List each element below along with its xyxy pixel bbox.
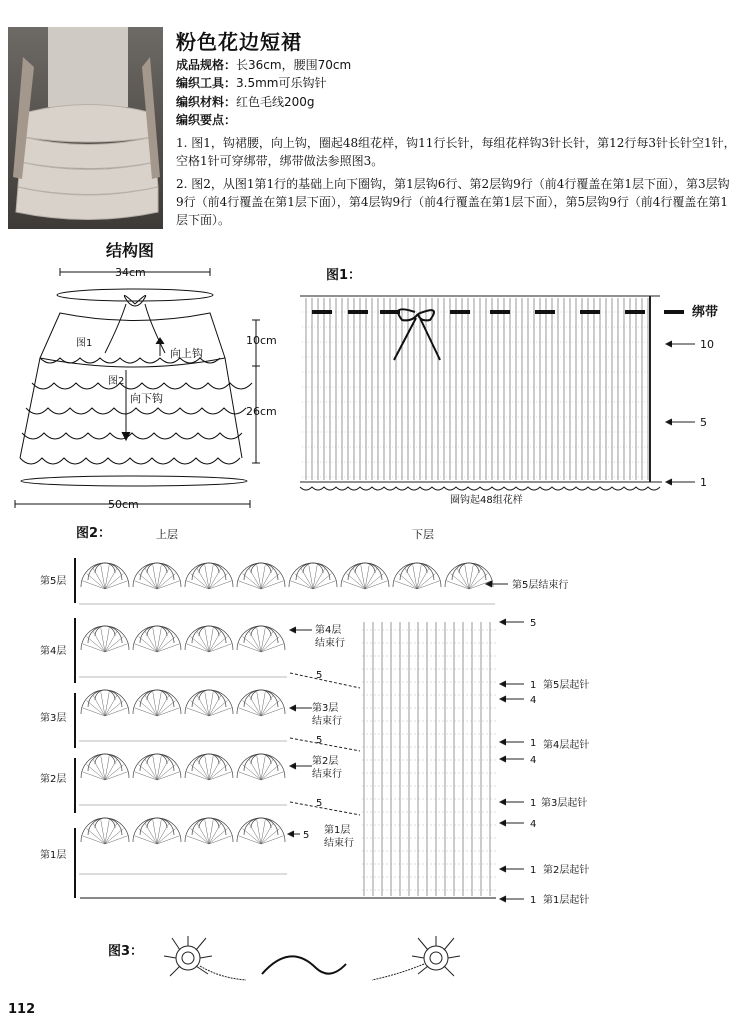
n5-1: 5 xyxy=(303,830,310,841)
end5: 第5层结束行 xyxy=(512,580,569,591)
instruction-2: 2. 图2，从图1第1行的基础上向下圈钩，第1层钩6行、第2层钩9行（前4行覆盖在第1层下面），第3层钩9行（前4行覆盖在第1层下面），第4层钩9行（前4行覆盖在第1层下面），第5层钩9行（前4行覆盖在第1层下面）。 xyxy=(176,177,730,227)
figure2-diagram xyxy=(0,518,750,928)
end1a: 第1层 xyxy=(324,825,351,836)
n1-2: 1 xyxy=(530,865,537,876)
fig3-title: 图3： xyxy=(108,944,144,959)
figure3-diagram xyxy=(150,926,470,996)
end2a: 第2层 xyxy=(312,756,339,767)
height-bottom-label: 26cm xyxy=(246,405,277,418)
end3b: 结束行 xyxy=(312,716,342,727)
figure1-diagram xyxy=(290,282,750,512)
layer1-label: 第1层 xyxy=(40,850,67,861)
n4-c: 4 xyxy=(530,819,537,830)
fig1-caption: 圈钩起48组花样 xyxy=(450,495,523,506)
fig1-title: 图1： xyxy=(326,268,362,283)
end1b: 结束行 xyxy=(324,838,354,849)
ruffle-layers xyxy=(20,358,252,464)
n5-right: 5 xyxy=(530,618,537,629)
fig1-label: 图1 xyxy=(76,338,93,349)
end4b: 结束行 xyxy=(315,638,345,649)
start1: 第1层起针 xyxy=(543,895,590,906)
lower-columns xyxy=(362,622,496,896)
n5-c: 5 xyxy=(316,798,323,809)
instruction-1: 1. 图1，钩裙腰，向上钩，圈起48组花样，钩11行长针，每组花样钩3针长针，第12行每3针长针空1针，空格1针可穿绑带，绑带做法参照图3。 xyxy=(176,136,736,168)
tie-label: 绑带 xyxy=(692,305,719,320)
structure-diagram xyxy=(10,258,277,520)
end3a: 第3层 xyxy=(312,703,339,714)
fan-layers xyxy=(79,563,496,898)
structure-title: 结构图 xyxy=(106,241,155,260)
layer4-label: 第4层 xyxy=(40,646,67,657)
layer3-label: 第3层 xyxy=(40,713,67,724)
fig2-label: 图2 xyxy=(108,376,125,387)
layer2-label: 第2层 xyxy=(40,774,67,785)
end4a: 第4层 xyxy=(315,625,342,636)
skirt-photo xyxy=(8,27,163,229)
top-width-label: 34cm xyxy=(115,266,146,279)
page-number: 112 xyxy=(8,1002,36,1017)
layer5-label: 第5层 xyxy=(40,576,67,587)
start2: 第2层起针 xyxy=(543,865,590,876)
n1-3: 1 xyxy=(530,798,537,809)
flower-right xyxy=(372,936,460,980)
material-line: 编织材料：红色毛线200g xyxy=(176,95,315,109)
fig2-title: 图2： xyxy=(76,526,112,541)
n4-a: 4 xyxy=(530,695,537,706)
row-10: 10 xyxy=(700,338,714,351)
page-title: 粉色花边短裙 xyxy=(176,30,302,54)
row-1: 1 xyxy=(700,476,707,489)
down-label: 向下钩 xyxy=(130,392,163,405)
tie-cord xyxy=(262,956,346,974)
n1-1: 1 xyxy=(530,895,537,906)
end2b: 结束行 xyxy=(312,769,342,780)
flower-left xyxy=(164,936,246,980)
n1-5: 1 xyxy=(530,680,537,691)
points-heading: 编织要点： xyxy=(176,113,237,127)
upper-label: 上层 xyxy=(156,528,178,541)
n4-b: 4 xyxy=(530,755,537,766)
stitch-columns xyxy=(302,298,648,480)
tool-line: 编织工具：3.5mm可乐钩针 xyxy=(176,76,327,90)
n5-b: 5 xyxy=(316,735,323,746)
up-label: 向上钩 xyxy=(170,347,203,360)
bottom-width-label: 50cm xyxy=(108,498,139,511)
n1-4: 1 xyxy=(530,738,537,749)
start4: 第4层起针 xyxy=(543,740,590,751)
spec-line: 成品规格：长36cm，腰围70cm xyxy=(176,58,352,72)
lower-label: 下层 xyxy=(412,528,434,541)
n5-a: 5 xyxy=(316,670,323,681)
row-5: 5 xyxy=(700,416,707,429)
start5: 第5层起针 xyxy=(543,680,590,691)
height-top-label: 10cm xyxy=(246,334,277,347)
start3: 第3层起针 xyxy=(541,798,588,809)
